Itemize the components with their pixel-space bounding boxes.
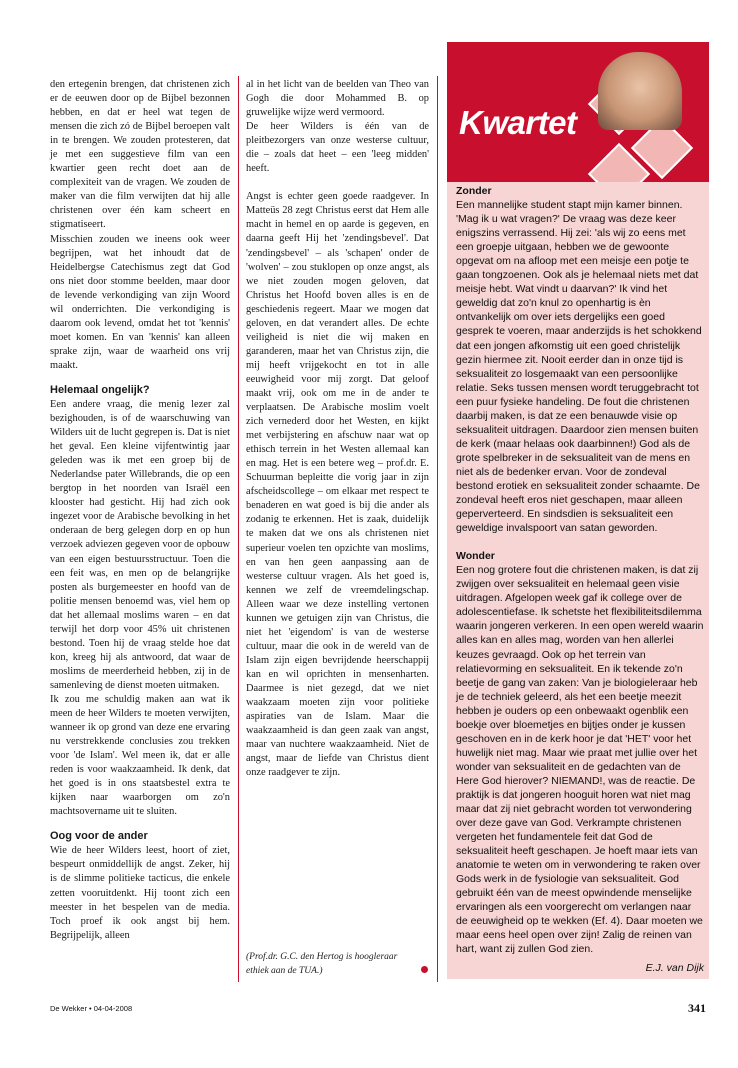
paragraph: Een mannelijke student stapt mijn kamer binnen. 'Mag ik u wat vragen?' De vraag was deze keer enigszins verrassend. Hij zei: 'als wij zo eens met een groepje uitgaan, hebben we de gewoonte opgevat om na afloop met een meisje een potje te gaan tongzoenen. Ook als je helemaal niets met dat meisje hebt. Wat vindt u daarvan?' Ik vind het geweldig dat zo'n knul zo openhartig is èn ontvankelijk om over iets dergelijks een goed gesprek te voeren, maar anderzijds is het schokkend dat een jongen afkomstig uit een goed christelijk gezin hiermee zit. Nooit eerder dan in onze tijd is seksualiteit zo losgemaakt van een persoonlijke relatie. Seks tussen mensen wordt teruggebracht tot een puur fysieke handeling. De fout die christenen daarbij maken, is dat ze een benauwde visie op seksualiteit uitdragen. Daardoor zien mensen buiten de kerk (maar helaas ook daarbinnen!) God als de grote spelbreker in de seksualiteit van de mens en niet als de bedenker ervan. Voor de zondeval bestond erotiek en seksualiteit zonder schaamte. De zondeval heeft eros niet geschapen, maar alleen geperverteerd. En sindsdien is seksualiteit een geweldige invalspoort van satan geworden.: [456, 199, 702, 535]
paragraph: al in het licht van de beelden van Theo van Gogh die door Mohammed B. op gruwelijke wijze werd vermoord.: [246, 79, 429, 119]
author-note: (Prof.dr. G.C. den Hertog is hoogleraar ethiek aan de TUA.): [246, 952, 398, 976]
column-divider: [238, 76, 239, 982]
paragraph: Wie de heer Wilders leest, hoort of ziet, bespeurt onmiddellijk de angst. Zeker, hij is de slimme politieke tacticus, die enkele zetten vooruitdenkt. Hij toont zich een meester in het bespelen van de media. Toch proef ik ook angst bij hem. Begrijpelijk, alleen: [50, 845, 230, 941]
article-column-2: [246, 78, 429, 780]
kwartet-text: [456, 184, 704, 975]
paragraph: Misschien zouden we ineens ook weer begrijpen, wat het inhoudt dat de Heidelbergse Catechismus zegt dat God ons niet door stomme beelden, maar door de levende verkondiging van zijn Woord wil onderrichten. Die verkondiging is daarom ook levend, omdat het tot 'kennis' moet komen. En van 'kennis' kan alleen sprake zijn, waar de waarheid ons vrij maakt.: [50, 233, 230, 371]
paragraph: De heer Wilders is één van de pleitbezorgers van onze westerse cultuur, die – zoals dat heet – een 'leeg midden' heeft.: [246, 121, 429, 175]
section-heading: Helemaal ongelijk?: [50, 383, 150, 396]
kwartet-title: Kwartet: [459, 104, 577, 141]
author-name: E.J. van Dijk: [645, 961, 704, 974]
section-heading: Oog voor de ander: [50, 830, 148, 843]
section-heading: Zonder: [456, 185, 492, 197]
article-column-1: [50, 78, 230, 943]
paragraph: Een nog grotere fout die christenen maken, is dat zij zwijgen over seksualiteit en helemaal geen visie uitdragen. Afgelopen week gaf ik college over de adolescentiefase. Ik schetste het flexibiliteitsdilemma waarin jongeren verkeren. In een open wereld waarin alles kan en alles mag, worden van hen allerlei keuzes gevraagd. Ook op het terrein van relatievorming en seksualiteit. En ik tekende zo'n beetje de gang van zaken: Van je biologieleraar heb je de techniek geleerd, als het een beetje meezit hebben je ouders op een onbewaakt ogenblik een boekje over bloemetjes en bijtjes onder je kussen geschoven en in de kerk hoor je dat 'HET' voor het huwelijk niet mag. Maar wie praat met jullie over het wonder van seksualiteit en de gedachten van de Here God hierover? NIEMAND!, was de reactie. De praktijk is dat jongeren hooguit horen wat niet mag maar dat zij niet gebracht worden tot verwondering over deze gave van God. Verkrampte christenen vergeten het fundamentele feit dat God de seksualiteit heeft geschapen. Je hoeft maar iets van anatomie te weten om in verwondering te raken over Gods werk in de fysiologie van seksualiteit. God gebruikt één van de meest opwindende menselijke ervaringen als een voorgerecht om verlangen naar de eeuwigheid op te wekken (Ef. 4). Daar moeten we maar eens heel open over zijn! Zalig de reinen van hart, want zij zullen God zien.: [456, 564, 704, 956]
author-photo: [598, 52, 682, 130]
paragraph: den ertegenin brengen, dat christenen zich er de eeuwen door op de Bijbel bezonnen hebben, en dat er heel wat tegen de mensen die zich zó de Bijbel beroepen valt in te brengen. We zouden protesteren, dat je met een suggestieve film van een kwartier geen recht doet aan de complexiteit van de vragen. We zouden de maker van die film verwijten dat hij alle christenen over één kam scheert en stigmatiseert.: [50, 79, 230, 231]
section-heading: Wonder: [456, 550, 495, 563]
page-number: 341: [688, 1001, 706, 1015]
paragraph: Ik zou me schuldig maken aan wat ik meen de heer Wilders te moeten verwijten, wanneer ik op grond van deze ene ervaring nu verstrekkende conclusies zou trekken voor 'de Islam'. Wel meen ik, dat er alle reden is voor waakzaamheid. Ik denk, dat het goed is in ons staatsbestel extra te kijken naar waarborgen om zo'n machtsovername uit te sluiten.: [50, 693, 230, 818]
column-divider: [437, 76, 438, 982]
end-mark-icon: [421, 966, 428, 973]
paragraph: Angst is echter geen goede raadgever. In Matteüs 28 zegt Christus eerst dat Hem alle macht in hemel en op aarde is gegeven, en daarna geeft Hij het 'zendingsbevel'. Dat 'zendingsbevel' – als 'schapen' onder de 'wolven' – zou stuklopen op onze angst, als we niet zouden mogen geloven, dat Christus het Hoofd boven alles is en de geschiedenis regeert. Maar we mogen dat geloven, en dat verandert alles. De echte veiligheid is niet die wij maken en garanderen, maar het van Christus zijn, die mij heeft vrijgekocht en tot in alle eeuwigheid voor mij zorgt. Dat geloof maakt vrij, ook om me in de ander te verplaatsen. De Arabische moslim voelt zich vernederd door het Westen, en kijkt met verbijstering en afschuw naar wat op ethisch terrein in het Westen allemaal kan en mag. Het is een betere weg – prof.dr. E. Schuurman bepleitte die vorig jaar in zijn afscheidscollege – om elkaar met respect te benaderen en wat goed is bij die ander als zodanig te erkennen. Het is zaak, duidelijk te maken dat we ons als christenen niet superieur voelen ten opzichte van moslims, en van hen geen aanpassing aan de westerse cultuur vragen. Als het goed is, kennen we zelf de vreemdelingschap. Alleen waar we deze instelling vertonen kunnen we getuigen zijn van Christus, die niet het 'eigendom' is van de westerse cultuur, maar die ook in de wereld van de Islam zijn eigen bevrijdende heerschappij kan en wil oprichten in mensenharten. Daarmee is niet gezegd, dat we niet waakzaam moeten zijn voor politieke aspiraties van de Islam. Maar die waakzaamheid is dan geen zaak van angst, maar van nuchtere waakzaamheid. Niet de angst, maar de liefde van Christus dient onze raadgever te zijn.: [246, 191, 429, 779]
paragraph: Een andere vraag, die menig lezer zal bezighouden, is of de waarschuwing van Wilders uit de lucht gegrepen is. Dat is niet het geval. Een kleine vijfentwintig jaar geleden was ik met een groep bij de Nederlandse pater Willebrands, die op een bergtop in het noorden van Israël een klooster had gesticht. Hij had zich ook ingezet voor de Arabische bevolking in het onderaan de berg gelegen dorp en op hun verzoek adviezen gegeven voor de opbouw van een eigen bestuursstructuur. Toen die een feit was, en men op de belangrijke posten als burgemeester en hoofd van de politie mensen benoemd was, viel hem op dat het allemaal moslims waren – en dat terwijl het dorp voor 45% uit christenen bestond. Toen hij de vraag stelde hoe dat kon, kreeg hij als antwoord, dat waar de moslims de meerderheid hebben, zij in de samenleving de dienst moeten uitmaken.: [50, 398, 230, 691]
publication-info: De Wekker • 04-04-2008: [50, 1004, 133, 1013]
